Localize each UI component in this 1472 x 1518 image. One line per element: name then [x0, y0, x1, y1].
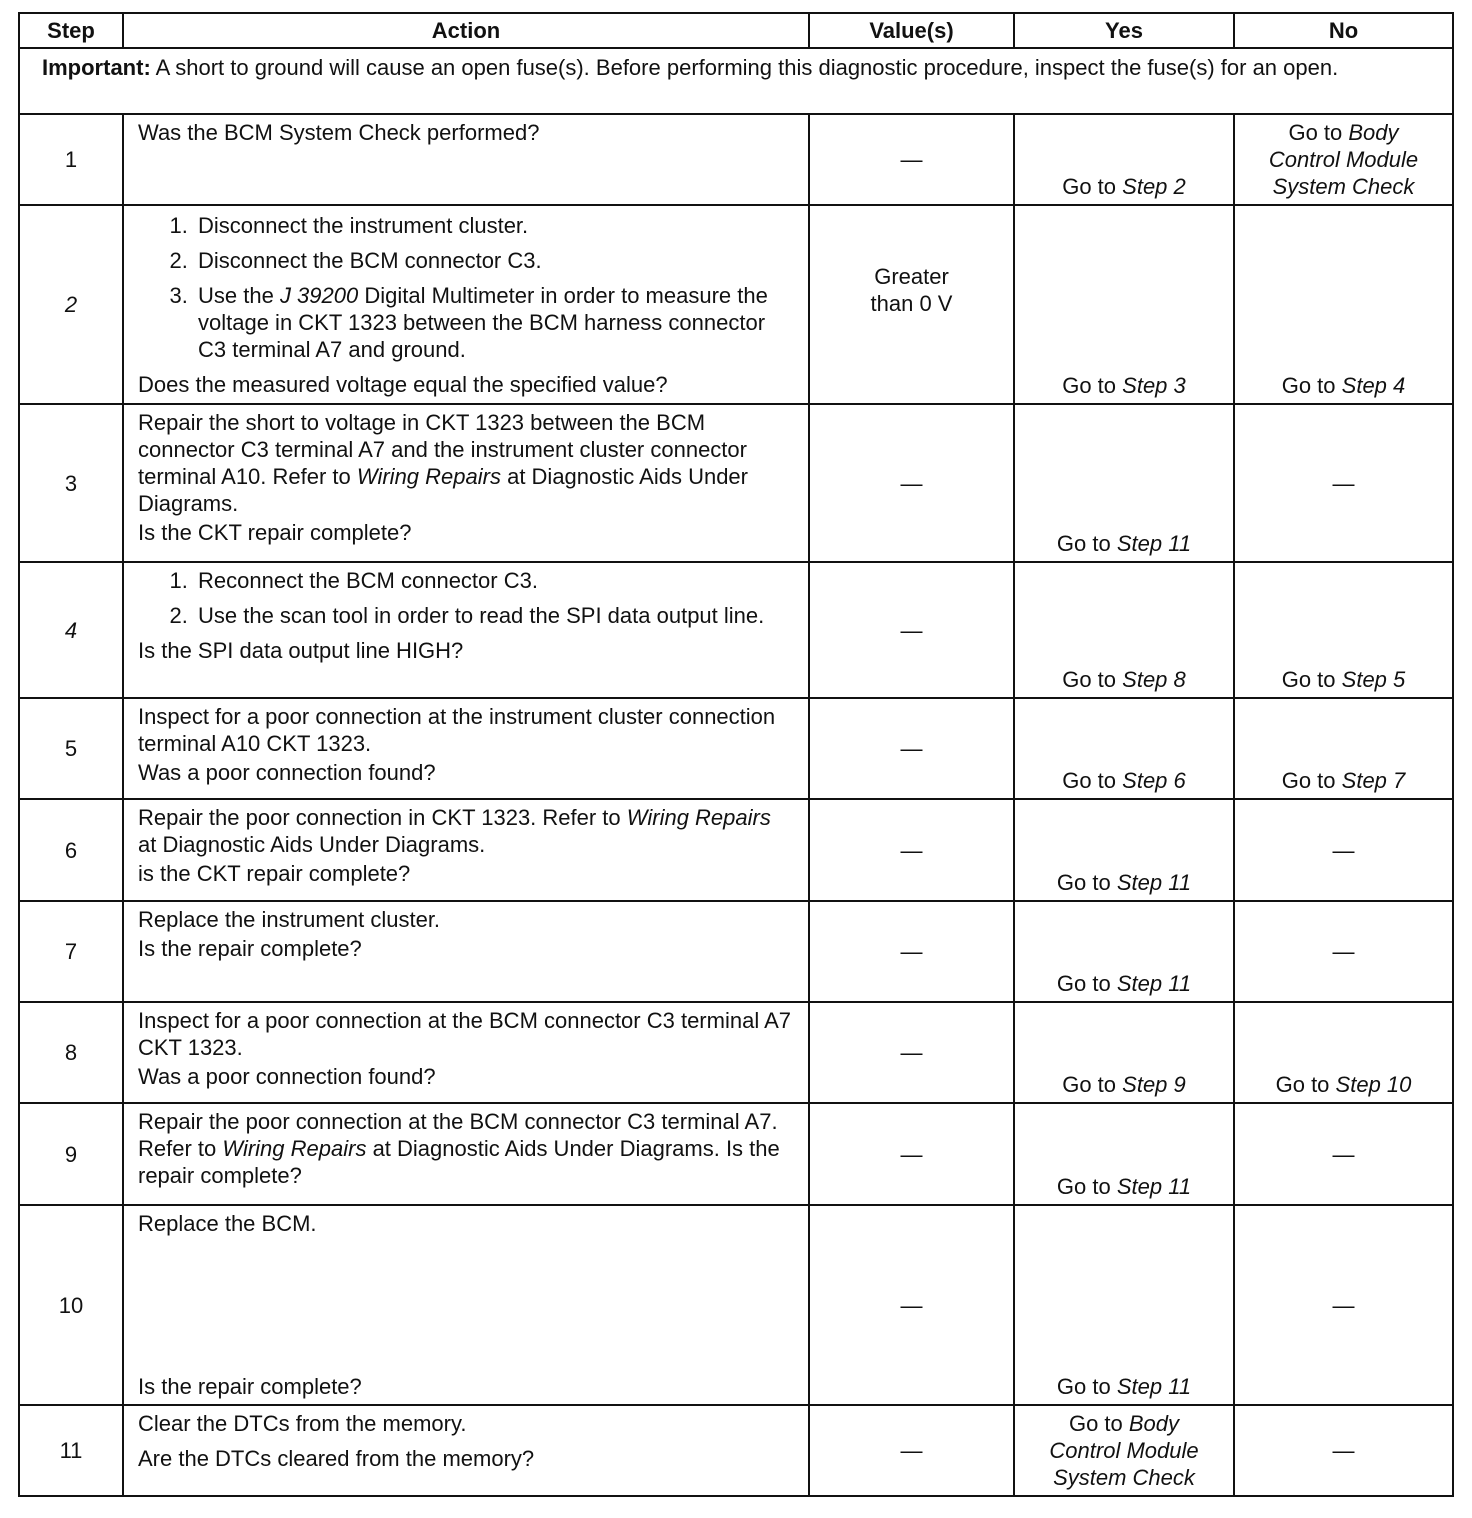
action-text: Inspect for a poor connection at the instrument cluster connection terminal A10 CKT 1323. — [138, 704, 776, 756]
header-action: Action — [123, 13, 809, 48]
table-row: 9 Repair the poor connection at the BCM connector C3 terminal A7. Refer to Wiring Repairs at Diagnostic Aids Under Diagrams. Is the repair complete? — Go to Step 11 — — [19, 1103, 1453, 1205]
no-cell: — — [1234, 1103, 1453, 1205]
header-yes: Yes — [1014, 13, 1234, 48]
table-row: 2 1. Disconnect the instrument cluster. 2. Disconnect the BCM connector C3. 3. Use the J 39200 Digital Multimeter in order to measure the voltage in CKT 1323 between the BCM harness connector C3 terminal A7 and ground. Does the measured voltage equal the specified value? Greater than 0 V Go to Step 3 Go to Step 4 — [19, 205, 1453, 404]
action-question: Is the SPI data output line HIGH? — [138, 638, 464, 663]
step-number: 5 — [19, 698, 123, 799]
action-question: Are the DTCs cleared from the memory? — [138, 1446, 535, 1471]
table-row: 7 Replace the instrument cluster. Is the repair complete? — Go to Step 11 — — [19, 901, 1453, 1002]
yes-cell: Go to Step 8 — [1014, 562, 1234, 698]
diagnostic-table — [18, 12, 1454, 1497]
no-cell: — — [1234, 799, 1453, 901]
step-number: 10 — [19, 1205, 123, 1405]
action-question: Is the repair complete? — [138, 1374, 362, 1399]
header-no: No — [1234, 13, 1453, 48]
header-values: Value(s) — [809, 13, 1014, 48]
body-check-link[interactable]: Body — [1348, 120, 1399, 145]
yes-step-link[interactable]: Step 2 — [1122, 174, 1186, 199]
yes-cell: Go to Step 11 — [1014, 799, 1234, 901]
action-text: Repair the poor connection at the BCM connector C3 terminal A7. Refer to Wiring Repairs at Diagnostic Aids Under Diagrams. Is the repair complete? — [138, 1109, 780, 1188]
important-row — [19, 48, 1453, 114]
step-number: 7 — [19, 901, 123, 1002]
table-row: 10 Replace the BCM. Is the repair complete? — Go to Step 11 — — [19, 1205, 1453, 1405]
yes-step-link[interactable]: Step 8 — [1122, 667, 1186, 692]
no-step-link[interactable]: Step 10 — [1335, 1072, 1412, 1097]
table-row: 6 Repair the poor connection in CKT 1323. Refer to Wiring Repairs at Diagnostic Aids Under Diagrams. is the CKT repair complete? — Go to Step 11 — — [19, 799, 1453, 901]
action-steps — [138, 212, 794, 369]
step-number: 9 — [19, 1103, 123, 1205]
action-steps — [138, 567, 794, 635]
important-note — [20, 49, 1452, 85]
body-check-link[interactable]: Body — [1128, 1411, 1180, 1436]
yes-cell: Go to Step 11 — [1014, 901, 1234, 1002]
yes-step-link[interactable]: Step 6 — [1122, 768, 1186, 793]
step-number: 2 — [19, 205, 123, 404]
yes-cell: Go to Step 9 — [1014, 1002, 1234, 1103]
action-text: Replace the instrument cluster. — [138, 907, 441, 932]
yes-cell: Go to Step 6 — [1014, 698, 1234, 799]
yes-step-link[interactable]: Step 11 — [1116, 1374, 1192, 1399]
yes-step-link[interactable]: Step 9 — [1122, 1072, 1186, 1097]
yes-cell: Go to Step 11 — [1014, 404, 1234, 562]
table-row — [19, 114, 1453, 205]
no-step-link[interactable]: Step 5 — [1341, 667, 1406, 692]
action-text: Clear the DTCs from the memory. — [138, 1411, 467, 1436]
header-step: Step — [19, 13, 123, 48]
important-text: A short to ground will cause an open fuse(s). Before performing this diagnostic procedure, inspect the fuse(s) for an open. — [150, 55, 1339, 80]
table-row: 5 Inspect for a poor connection at the instrument cluster connection terminal A10 CKT 1323. Was a poor connection found? — Go to Step 6 Go to Step 7 — [19, 698, 1453, 799]
step-number: 6 — [19, 799, 123, 901]
action-question: Does the measured voltage equal the specified value? — [138, 372, 668, 397]
table-row: 8 Inspect for a poor connection at the BCM connector C3 terminal A7 CKT 1323. Was a poor connection found? — Go to Step 9 Go to Step 10 — [19, 1002, 1453, 1103]
step-number: 4 — [19, 562, 123, 698]
yes-step-link[interactable]: Step 3 — [1122, 373, 1186, 398]
no-cell: Go to Step 10 — [1234, 1002, 1453, 1103]
header-row — [19, 13, 1453, 48]
action-step-item: 1. Reconnect the BCM connector C3. — [194, 567, 794, 594]
action-step-item: 2. Disconnect the BCM connector C3. — [194, 247, 794, 274]
yes-step-link[interactable]: Step 11 — [1116, 870, 1192, 895]
action-step-item: 3. Use the J 39200 Digital Multimeter in order to measure the voltage in CKT 1323 between the BCM harness connector C3 terminal A7 and ground. — [194, 282, 794, 363]
no-cell: — — [1234, 901, 1453, 1002]
action-text: Repair the poor connection in CKT 1323. Refer to Wiring Repairs at Diagnostic Aids Under Diagrams. — [138, 805, 771, 857]
no-cell: Go to Step 4 — [1234, 205, 1453, 404]
step-number: 11 — [19, 1405, 123, 1496]
no-cell: Go to Body Control Module System Check — [1234, 114, 1453, 205]
action-question: Was a poor connection found? — [138, 1064, 436, 1089]
action-text: Repair the short to voltage in CKT 1323 between the BCM connector C3 terminal A7 and the instrument cluster connector terminal A10. Refer to Wiring Repairs at Diagnostic Aids Under Diagrams. — [138, 410, 748, 516]
yes-cell: Go to Step 11 — [1014, 1103, 1234, 1205]
action-step-item: 1. Disconnect the instrument cluster. — [194, 212, 794, 239]
step-number: 1 — [19, 114, 123, 205]
action-text: Inspect for a poor connection at the BCM connector C3 terminal A7 CKT 1323. — [138, 1008, 792, 1060]
step-number: 8 — [19, 1002, 123, 1103]
table-row: 3 Repair the short to voltage in CKT 1323 between the BCM connector C3 terminal A7 and the instrument cluster connector terminal A10. Refer to Wiring Repairs at Diagnostic Aids Under Diagrams. Is the CKT repair complete? — Go to Step 11 — — [19, 404, 1453, 562]
action-question: is the CKT repair complete? — [138, 861, 411, 886]
important-label: Important: — [42, 55, 151, 80]
yes-step-link[interactable]: Step 11 — [1116, 1174, 1192, 1199]
action-question: Was a poor connection found? — [138, 760, 436, 785]
yes-step-link[interactable]: Step 11 — [1116, 971, 1192, 996]
action-text: Was the BCM System Check performed? — [138, 120, 540, 145]
no-step-link[interactable]: Step 4 — [1341, 373, 1406, 398]
no-cell: — — [1234, 1405, 1453, 1496]
value-dash: — — [900, 147, 923, 172]
action-text: Replace the BCM. — [138, 1211, 317, 1236]
yes-cell: Go to Step 3 — [1014, 205, 1234, 404]
no-cell: — — [1234, 404, 1453, 562]
step-number: 3 — [19, 404, 123, 562]
no-cell: Go to Step 7 — [1234, 698, 1453, 799]
yes-step-link[interactable]: Step 11 — [1116, 531, 1192, 556]
yes-cell: Go to Body Control Module System Check — [1014, 1405, 1234, 1496]
table-row: 11 Clear the DTCs from the memory. Are the DTCs cleared from the memory? — Go to Body Control Module System Check — — [19, 1405, 1453, 1496]
table-row: 4 1. Reconnect the BCM connector C3. 2. Use the scan tool in order to read the SPI data output line. Is the SPI data output line HIGH? — Go to Step 8 Go to Step 5 — [19, 562, 1453, 698]
yes-cell: Go to Step 11 — [1014, 1205, 1234, 1405]
no-cell: — — [1234, 1205, 1453, 1405]
action-question: Is the CKT repair complete? — [138, 520, 412, 545]
no-cell: Go to Step 5 — [1234, 562, 1453, 698]
value-text: Greater — [874, 263, 949, 289]
yes-cell: Go to Step 2 — [1014, 114, 1234, 205]
action-step-item: 2. Use the scan tool in order to read the SPI data output line. — [194, 602, 794, 629]
no-step-link[interactable]: Step 7 — [1341, 768, 1406, 793]
action-question: Is the repair complete? — [138, 936, 362, 961]
